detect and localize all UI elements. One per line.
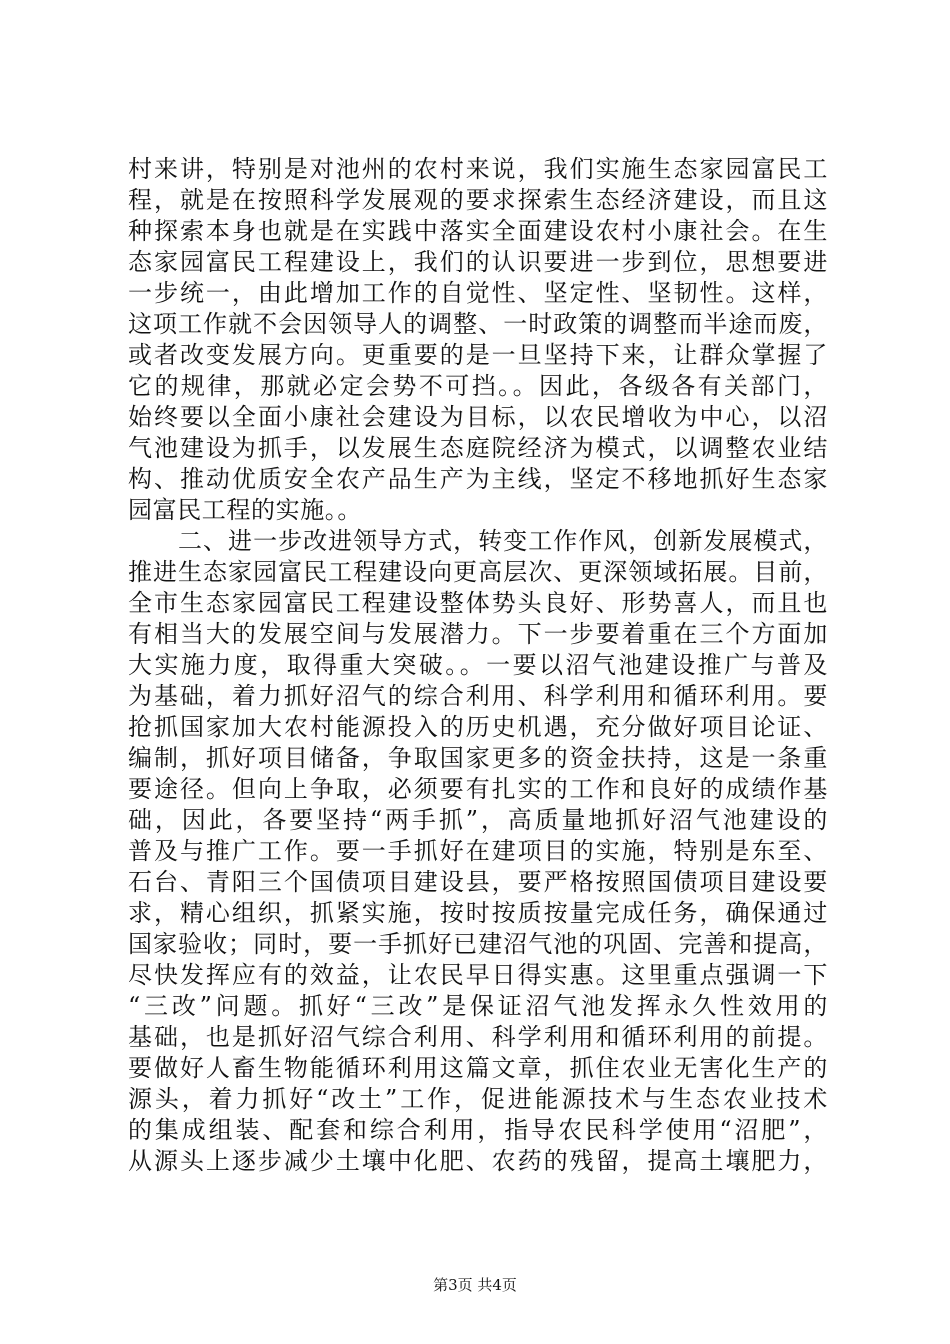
text-line: 求，精心组织，抓紧实施，按时按质按量完成任务，确保通过 [128,899,828,927]
text-line: 它的规律，那就必定会势不可挡。。因此，各级各有关部门， [128,372,828,400]
text-line: 有相当大的发展空间与发展潜力。下一步要着重在三个方面加 [128,620,828,648]
text-line: 抢抓国家加大农村能源投入的历史机遇，充分做好项目论证、 [128,713,828,741]
text-line: 全市生态家园富民工程建设整体势头良好、形势喜人，而且也 [128,589,828,617]
text-line: 程，就是在按照科学发展观的要求探索生态经济建设，而且这 [128,186,828,214]
text-line: 态家园富民工程建设上，我们的认识要进一步到位，思想要进 [128,248,828,276]
body-text [128,154,828,1177]
page-footer: 第3页 共4页 [433,1276,517,1294]
text-line: 基础，也是抓好沼气综合利用、科学利用和循环利用的前提。 [128,1023,828,1051]
text-line: 石台、青阳三个国债项目建设县，要严格按照国债项目建设要 [128,868,828,896]
text-line: 推进生态家园富民工程建设向更高层次、更深领域拓展。目前， [128,558,828,586]
text-line: 要途径。但向上争取，必须要有扎实的工作和良好的成绩作基 [128,775,828,803]
text-line: 构、推动优质安全农产品生产为主线，坚定不移地抓好生态家 [128,465,828,493]
text-line: 二、进一步改进领导方式，转变工作作风，创新发展模式， [128,527,828,555]
text-line: 普及与推广工作。要一手抓好在建项目的实施，特别是东至、 [128,837,828,865]
text-line: 或者改变发展方向。更重要的是一旦坚持下来，让群众掌握了 [128,341,828,369]
text-line: 这项工作就不会因领导人的调整、一时政策的调整而半途而废， [128,310,828,338]
text-line: 大实施力度，取得重大突破。。一要以沼气池建设推广与普及 [128,651,828,679]
text-line: 础，因此，各要坚持“两手抓”，高质量地抓好沼气池建设的 [128,806,828,834]
text-line: 种探索本身也就是在实践中落实全面建设农村小康社会。在生 [128,217,828,245]
text-line: 尽快发挥应有的效益，让农民早日得实惠。这里重点强调一下 [128,961,828,989]
text-line: 为基础，着力抓好沼气的综合利用、科学利用和循环利用。要 [128,682,828,710]
text-line: 的集成组装、配套和综合利用，指导农民科学使用“沼肥”， [128,1116,828,1144]
text-line: 源头，着力抓好“改土”工作，促进能源技术与生态农业技术 [128,1085,828,1113]
text-line: 园富民工程的实施。。 [128,496,362,524]
text-line: 国家验收；同时，要一手抓好已建沼气池的巩固、完善和提高， [128,930,828,958]
text-line: 村来讲，特别是对池州的农村来说，我们实施生态家园富民工 [128,155,828,183]
text-line: 要做好人畜生物能循环利用这篇文章，抓住农业无害化生产的 [128,1054,828,1082]
text-line: 编制，抓好项目储备，争取国家更多的资金扶持，这是一条重 [128,744,828,772]
text-line: 气池建设为抓手，以发展生态庭院经济为模式，以调整农业结 [128,434,828,462]
text-line: 一步统一，由此增加工作的自觉性、坚定性、坚韧性。这样， [128,279,828,307]
text-line: “三改”问题。抓好“三改”是保证沼气池发挥永久性效用的 [128,992,828,1020]
text-line: 从源头上逐步减少土壤中化肥、农药的残留，提高土壤肥力， [128,1147,828,1175]
text-line: 始终要以全面小康社会建设为目标，以农民增收为中心，以沼 [128,403,828,431]
